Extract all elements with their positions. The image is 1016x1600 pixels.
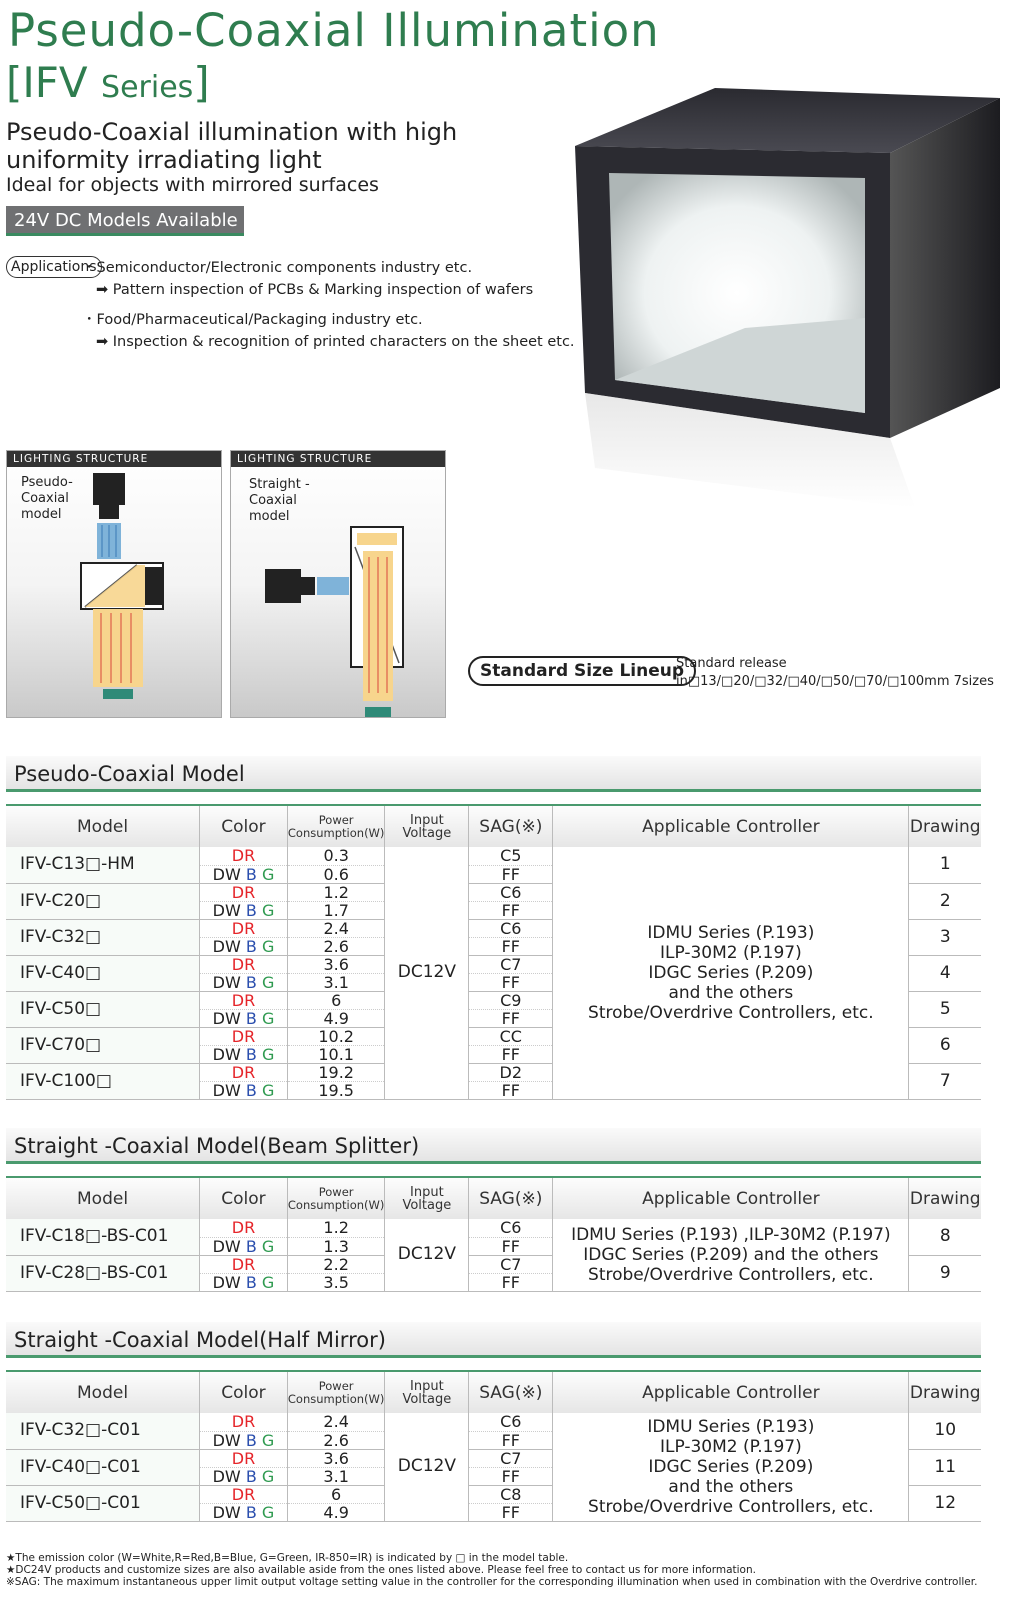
drawing-cell: 5 — [909, 991, 981, 1027]
color-dw: DW — [212, 1466, 241, 1486]
col-controller: Applicable Controller — [553, 1177, 909, 1219]
structure-caption-line: model — [21, 507, 62, 522]
color-g: G — [261, 1080, 275, 1100]
col-voltage: Input Voltage — [385, 1177, 469, 1219]
col-sag: SAG(※) — [469, 1371, 553, 1413]
structure-caption-line: model — [249, 509, 290, 524]
color-cell — [200, 1063, 288, 1081]
application-line: ➡ Inspection & recognition of printed characters on the sheet etc. — [96, 334, 575, 350]
color-b: B — [245, 1272, 257, 1292]
color-cell — [200, 901, 288, 919]
color-b: B — [245, 1080, 257, 1100]
sag-cell: FF — [469, 973, 553, 991]
controller-line: IDGC Series (P.209) — [648, 1456, 814, 1477]
color-cell — [200, 1027, 288, 1045]
sag-cell: C8 — [469, 1485, 553, 1503]
color-dr: DR — [231, 1062, 256, 1082]
power-cell: 4.9 — [287, 1503, 385, 1521]
sag-cell: C5 — [469, 847, 553, 865]
sag-cell: FF — [469, 1009, 553, 1027]
model-cell: IFV-C18□-BS-C01 — [6, 1219, 200, 1255]
footnote: ★DC24V products and customize sizes are also available aside from the ones listed above. Please feel free to contact us for more information. — [6, 1564, 756, 1576]
spec-table-pseudo-coaxial — [6, 804, 981, 1100]
controller-cell — [553, 847, 909, 1099]
color-cell — [200, 1413, 288, 1431]
controller-cell — [553, 1219, 909, 1291]
controller-line: IDMU Series (P.193) — [647, 922, 815, 943]
spec-table-beam-splitter — [6, 1176, 981, 1292]
controller-line: ILP-30M2 (P.197) — [659, 942, 802, 963]
color-cell — [200, 1219, 288, 1237]
color-dw: DW — [212, 864, 241, 884]
color-cell — [200, 1009, 288, 1027]
sag-cell: FF — [469, 1467, 553, 1485]
power-cell: 19.2 — [287, 1063, 385, 1081]
lineup-sizes: in□13/□20/□32/□40/□50/□70/□100mm 7sizes — [676, 674, 994, 689]
drawing-cell: 2 — [909, 883, 981, 919]
color-cell — [200, 919, 288, 937]
series-open-bracket: [ — [6, 58, 23, 107]
color-b: B — [245, 1236, 257, 1256]
color-dw: DW — [212, 900, 241, 920]
drawing-cell: 8 — [909, 1219, 981, 1255]
color-cell — [200, 1485, 288, 1503]
color-dr: DR — [231, 954, 256, 974]
drawing-cell: 6 — [909, 1027, 981, 1063]
color-dr: DR — [231, 990, 256, 1010]
power-cell: 1.3 — [287, 1237, 385, 1255]
power-cell: 2.2 — [287, 1255, 385, 1273]
drawing-cell: 1 — [909, 847, 981, 883]
color-b: B — [245, 1466, 257, 1486]
sag-cell: FF — [469, 1237, 553, 1255]
color-b: B — [245, 1430, 257, 1450]
sag-cell: FF — [469, 1081, 553, 1099]
color-dr: DR — [231, 1026, 256, 1046]
col-power-line: Consumption(W) — [287, 825, 385, 840]
controller-line: Strobe/Overdrive Controllers, etc. — [588, 1264, 874, 1285]
sag-cell: CC — [469, 1027, 553, 1045]
table-row — [6, 847, 981, 865]
color-dw: DW — [212, 1502, 241, 1522]
model-cell: IFV-C32□-C01 — [6, 1413, 200, 1449]
voltage-cell: DC12V — [385, 1219, 469, 1291]
color-cell — [200, 847, 288, 865]
controller-line: IDMU Series (P.193) — [647, 1416, 815, 1437]
col-power-line: Power — [318, 1184, 354, 1199]
series-close-bracket: ] — [193, 58, 210, 107]
color-dw: DW — [212, 1236, 241, 1256]
table-row — [6, 1219, 981, 1237]
col-power-line: Consumption(W) — [287, 1391, 385, 1406]
model-cell: IFV-C50□ — [6, 991, 200, 1027]
series-title — [6, 58, 210, 113]
spec-table-half-mirror — [6, 1370, 981, 1522]
power-cell: 4.9 — [287, 1009, 385, 1027]
col-power-line: Consumption(W) — [287, 1197, 385, 1212]
color-g: G — [261, 936, 275, 956]
color-dw: DW — [212, 936, 241, 956]
col-color: Color — [200, 1177, 288, 1219]
model-cell: IFV-C13□-HM — [6, 847, 200, 883]
color-dr: DR — [231, 918, 256, 938]
structure-panel-pseudo — [6, 450, 222, 718]
color-dr: DR — [231, 1218, 256, 1238]
color-g: G — [261, 1236, 275, 1256]
voltage-cell: DC12V — [385, 847, 469, 1099]
drawing-cell: 9 — [909, 1255, 981, 1291]
col-color: Color — [200, 805, 288, 847]
power-cell: 2.4 — [287, 1413, 385, 1431]
application-line: ➡ Pattern inspection of PCBs & Marking inspection of wafers — [96, 282, 534, 298]
controller-line: Strobe/Overdrive Controllers, etc. — [588, 1002, 874, 1023]
lineup-note: Standard release — [676, 656, 787, 671]
color-b: B — [245, 1502, 257, 1522]
power-cell: 2.4 — [287, 919, 385, 937]
power-cell: 6 — [287, 1485, 385, 1503]
sag-cell: C7 — [469, 1255, 553, 1273]
model-cell: IFV-C40□ — [6, 955, 200, 991]
sag-cell: FF — [469, 1273, 553, 1291]
standard-size-lineup: Standard Size Lineup — [468, 656, 696, 686]
voltage-cell: DC12V — [385, 1413, 469, 1521]
color-g: G — [261, 1466, 275, 1486]
col-drawing: Drawing — [909, 805, 981, 847]
power-cell: 10.2 — [287, 1027, 385, 1045]
model-cell: IFV-C70□ — [6, 1027, 200, 1063]
color-b: B — [245, 1044, 257, 1064]
color-cell — [200, 1431, 288, 1449]
color-cell — [200, 1449, 288, 1467]
sag-cell: C7 — [469, 955, 553, 973]
color-cell — [200, 883, 288, 901]
controller-line: and the others — [668, 1476, 794, 1497]
col-model: Model — [6, 805, 200, 847]
col-power-line: Power — [318, 1378, 354, 1393]
col-power — [287, 1371, 385, 1413]
structure-panel-header: LIGHTING STRUCTURE — [7, 451, 221, 467]
structure-caption-line: Coaxial — [249, 493, 297, 508]
power-cell: 3.5 — [287, 1273, 385, 1291]
model-cell: IFV-C28□-BS-C01 — [6, 1255, 200, 1291]
col-model: Model — [6, 1177, 200, 1219]
drawing-cell: 11 — [909, 1449, 981, 1485]
color-cell — [200, 937, 288, 955]
color-g: G — [261, 972, 275, 992]
color-b: B — [245, 1008, 257, 1028]
structure-caption-line: Straight - — [249, 477, 310, 492]
color-b: B — [245, 864, 257, 884]
drawing-cell: 7 — [909, 1063, 981, 1099]
col-sag: SAG(※) — [469, 1177, 553, 1219]
color-g: G — [261, 1272, 275, 1292]
footnote: ※SAG: The maximum instantaneous upper limit output voltage setting value in the controller for the corresponding illumination when used in combination with the Overdrive controller. — [6, 1576, 978, 1588]
color-g: G — [261, 900, 275, 920]
controller-line: ILP-30M2 (P.197) — [659, 1436, 802, 1457]
drawing-cell: 12 — [909, 1485, 981, 1521]
model-cell: IFV-C50□-C01 — [6, 1485, 200, 1521]
color-dw: DW — [212, 972, 241, 992]
color-dw: DW — [212, 1272, 241, 1292]
page-title: Pseudo-Coaxial Illumination — [8, 4, 660, 57]
col-controller: Applicable Controller — [553, 805, 909, 847]
sag-cell: C6 — [469, 919, 553, 937]
color-cell — [200, 1273, 288, 1291]
dc24v-badge: 24V DC Models Available — [6, 206, 244, 236]
structure-panel-header: LIGHTING STRUCTURE — [231, 451, 445, 467]
power-cell: 10.1 — [287, 1045, 385, 1063]
col-model: Model — [6, 1371, 200, 1413]
power-cell: 2.6 — [287, 1431, 385, 1449]
sag-cell: FF — [469, 901, 553, 919]
color-cell — [200, 991, 288, 1009]
application-line: ・Semiconductor/Electronic components industry etc. — [82, 260, 473, 276]
product-image — [575, 88, 1005, 518]
color-dr: DR — [231, 1448, 256, 1468]
controller-line: and the others — [668, 982, 794, 1003]
sag-cell: FF — [469, 937, 553, 955]
controller-line: IDMU Series (P.193) ,ILP-30M2 (P.197) — [571, 1224, 891, 1245]
color-b: B — [245, 972, 257, 992]
table-row — [6, 1413, 981, 1431]
model-cell: IFV-C20□ — [6, 883, 200, 919]
color-dr: DR — [231, 882, 256, 902]
power-cell: 0.6 — [287, 865, 385, 883]
col-power — [287, 805, 385, 847]
controller-line: Strobe/Overdrive Controllers, etc. — [588, 1496, 874, 1517]
col-drawing: Drawing — [909, 1177, 981, 1219]
sag-cell: D2 — [469, 1063, 553, 1081]
series-code: IFV — [22, 58, 88, 107]
color-cell — [200, 973, 288, 991]
color-cell — [200, 1255, 288, 1273]
power-cell: 0.3 — [287, 847, 385, 865]
application-line: ・Food/Pharmaceutical/Packaging industry etc. — [82, 312, 423, 328]
sag-cell: C6 — [469, 1413, 553, 1431]
color-cell — [200, 1467, 288, 1485]
color-cell — [200, 1237, 288, 1255]
sag-cell: C6 — [469, 883, 553, 901]
color-dr: DR — [231, 1412, 256, 1432]
power-cell: 6 — [287, 991, 385, 1009]
power-cell: 3.6 — [287, 955, 385, 973]
structure-caption-line: Coaxial — [21, 491, 69, 506]
model-cell: IFV-C100□ — [6, 1063, 200, 1099]
model-cell: IFV-C32□ — [6, 919, 200, 955]
power-cell: 3.1 — [287, 1467, 385, 1485]
col-sag: SAG(※) — [469, 805, 553, 847]
color-dr: DR — [231, 1254, 256, 1274]
color-b: B — [245, 900, 257, 920]
tagline — [6, 118, 457, 174]
col-drawing: Drawing — [909, 1371, 981, 1413]
color-dw: DW — [212, 1430, 241, 1450]
controller-line: IDGC Series (P.209) — [648, 962, 814, 983]
footnotes — [6, 1552, 977, 1588]
structure-panel-straight — [230, 450, 446, 718]
col-voltage: Input Voltage — [385, 1371, 469, 1413]
color-dw: DW — [212, 1044, 241, 1064]
color-g: G — [261, 1008, 275, 1028]
color-dw: DW — [212, 1080, 241, 1100]
power-cell: 1.2 — [287, 1219, 385, 1237]
col-power — [287, 1177, 385, 1219]
color-cell — [200, 1045, 288, 1063]
drawing-cell: 4 — [909, 955, 981, 991]
series-word: Series — [101, 70, 194, 105]
color-g: G — [261, 1044, 275, 1064]
col-power-line: Power — [318, 812, 354, 827]
col-voltage: Input Voltage — [385, 805, 469, 847]
power-cell: 19.5 — [287, 1081, 385, 1099]
color-g: G — [261, 1502, 275, 1522]
drawing-cell: 3 — [909, 919, 981, 955]
power-cell: 3.6 — [287, 1449, 385, 1467]
straight-coaxial-diagram — [231, 467, 445, 717]
power-cell: 2.6 — [287, 937, 385, 955]
sag-cell: FF — [469, 1431, 553, 1449]
applications-label: Applications — [6, 256, 102, 278]
color-dr: DR — [231, 846, 256, 866]
color-dw: DW — [212, 1008, 241, 1028]
controller-cell — [553, 1413, 909, 1521]
tagline-line-2: uniformity irradiating light — [6, 146, 322, 174]
power-cell: 1.2 — [287, 883, 385, 901]
col-color: Color — [200, 1371, 288, 1413]
col-controller: Applicable Controller — [553, 1371, 909, 1413]
sag-cell: FF — [469, 1045, 553, 1063]
color-cell — [200, 1081, 288, 1099]
sag-cell: C7 — [469, 1449, 553, 1467]
sag-cell: FF — [469, 865, 553, 883]
model-cell: IFV-C40□-C01 — [6, 1449, 200, 1485]
color-dr: DR — [231, 1484, 256, 1504]
pseudo-coaxial-diagram — [7, 467, 221, 717]
structure-caption-line: Pseudo- — [21, 475, 73, 490]
power-cell: 3.1 — [287, 973, 385, 991]
section-title-beam-splitter: Straight -Coaxial Model(Beam Splitter) — [6, 1128, 981, 1164]
color-cell — [200, 865, 288, 883]
color-g: G — [261, 864, 275, 884]
sag-cell: C6 — [469, 1219, 553, 1237]
sag-cell: C9 — [469, 991, 553, 1009]
color-cell — [200, 1503, 288, 1521]
color-g: G — [261, 1430, 275, 1450]
color-b: B — [245, 936, 257, 956]
tagline-line-1: Pseudo-Coaxial illumination with high — [6, 118, 458, 146]
section-title-half-mirror: Straight -Coaxial Model(Half Mirror) — [6, 1322, 981, 1358]
sag-cell: FF — [469, 1503, 553, 1521]
drawing-cell: 10 — [909, 1413, 981, 1449]
section-title-pseudo-coaxial: Pseudo-Coaxial Model — [6, 756, 981, 792]
controller-line: IDGC Series (P.209) and the others — [583, 1244, 879, 1265]
tagline-sub: Ideal for objects with mirrored surfaces — [6, 174, 379, 196]
power-cell: 1.7 — [287, 901, 385, 919]
footnote: ★The emission color (W=White,R=Red,B=Blue, G=Green, IR-850=IR) is indicated by □ in the model table. — [6, 1552, 569, 1564]
color-cell — [200, 955, 288, 973]
